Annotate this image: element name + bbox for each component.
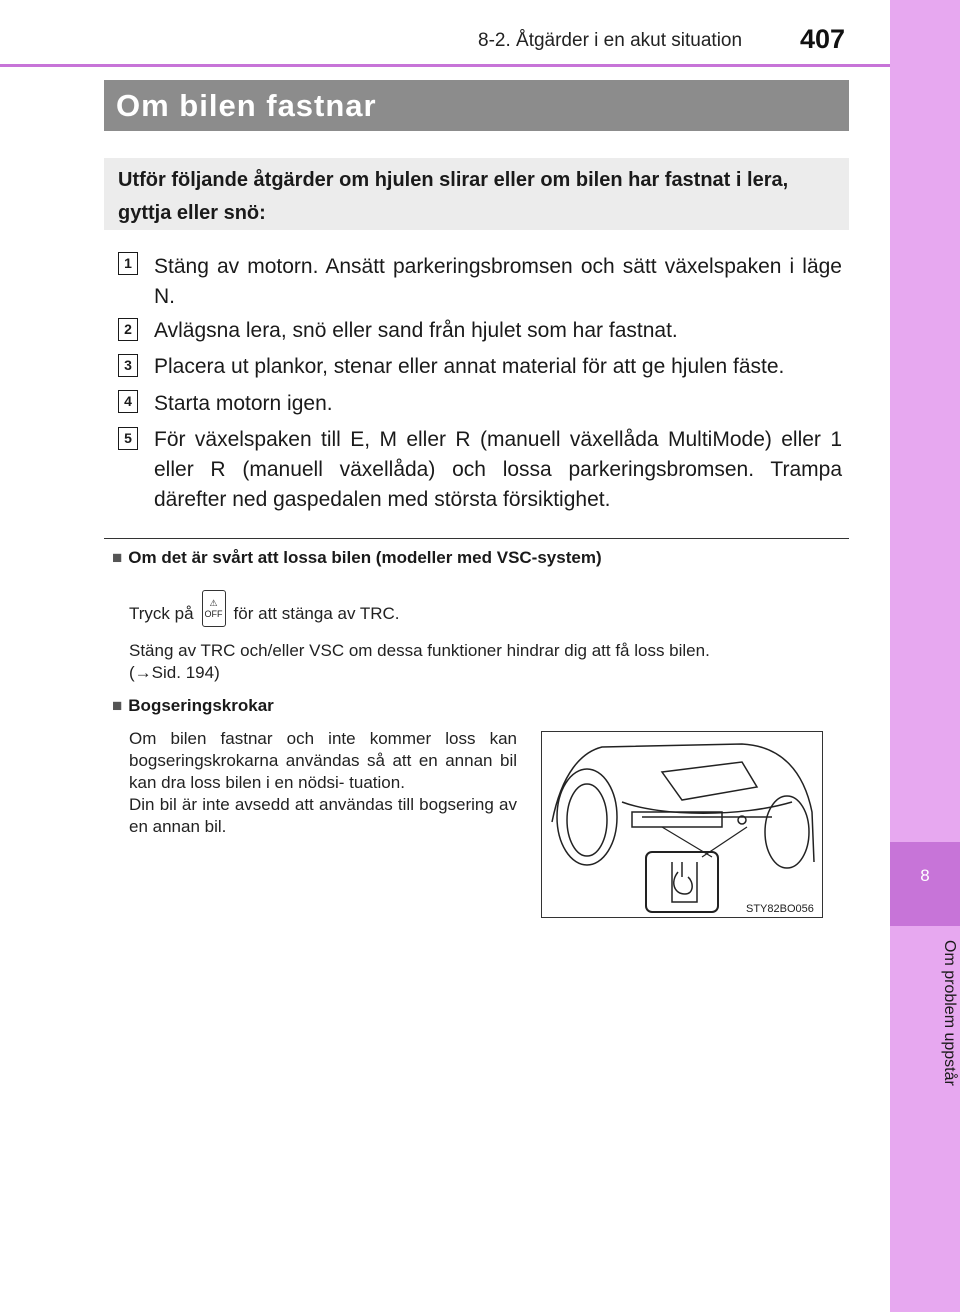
step-text: Starta motorn igen.	[154, 392, 333, 415]
towing-heading	[112, 696, 274, 716]
step-number: 1	[118, 252, 138, 275]
step-number: 3	[118, 354, 138, 377]
vsc-note: Stäng av TRC och/eller VSC om dessa funktioner hindrar dig att få loss bilen. (→Sid. 194)	[129, 641, 710, 682]
towing-description	[129, 728, 517, 838]
vsc-off-icon: ⚠ OFF	[202, 590, 226, 627]
page-reference-link[interactable]: Sid. 194	[151, 663, 215, 682]
figure-code: STY82BO056	[746, 903, 814, 915]
towing-heading-text: Bogseringskrokar	[128, 696, 274, 715]
step-text: För växelspaken till E, M eller R (manuell växellåda MultiMode) eller 1 eller R (manuell växellåda) och lossa parkeringsbromsen. Trampa därefter ned gaspedalen med största försiktighet.	[154, 428, 842, 511]
chapter-title: Om problem uppstår	[941, 940, 958, 1086]
towing-paragraph-1: Om bilen fastnar och inte kommer loss kan bogseringskrokarna användas så att en annan bil kan dra loss bilen i en nödsi- tuation.	[129, 729, 517, 792]
press-before-text: Tryck på	[129, 603, 194, 623]
section-title-bar	[104, 80, 849, 131]
press-after-text: för att stänga av TRC.	[233, 603, 400, 623]
ref-arrow-icon: →	[134, 663, 152, 682]
step-text: Placera ut plankor, stenar eller annat material för att ge hjulen fäste.	[154, 355, 785, 378]
section-divider	[104, 538, 849, 539]
vsc-press-instruction	[129, 596, 400, 633]
square-bullet-icon: ■	[112, 696, 123, 715]
towing-paragraph-2: Din bil är inte avsedd att användas till bogsering av en annan bil.	[129, 795, 517, 836]
header-divider	[0, 64, 890, 67]
step-number: 5	[118, 427, 138, 450]
step-text: Avlägsna lera, snö eller sand från hjulet som har fastnat.	[154, 319, 678, 342]
towing-hook-illustration	[541, 731, 823, 918]
step-text: Stäng av motorn. Ansätt parkeringsbromsen och sätt växelspaken i läge N.	[154, 255, 842, 308]
vsc-note-text: Stäng av TRC och/eller VSC om dessa funktioner hindrar dig att få loss bilen.	[129, 641, 710, 660]
square-bullet-icon: ■	[112, 548, 123, 567]
step-number: 4	[118, 390, 138, 413]
intro-text: Utför följande åtgärder om hjulen slirar eller om bilen har fastnat i lera, gyttja eller snö:	[118, 169, 789, 224]
chapter-number: 8	[920, 866, 930, 885]
car-underbody-drawing	[542, 732, 822, 917]
vsc-heading-text: Om det är svårt att lossa bilen (modeller med VSC-system)	[128, 548, 602, 567]
header-section-title: 8-2. Åtgärder i en akut situation	[478, 30, 743, 51]
section-title: Om bilen fastnar	[116, 88, 377, 123]
step-number: 2	[118, 318, 138, 341]
vsc-heading	[112, 548, 602, 568]
page-number: 407	[800, 24, 846, 54]
intro-box	[104, 158, 849, 230]
